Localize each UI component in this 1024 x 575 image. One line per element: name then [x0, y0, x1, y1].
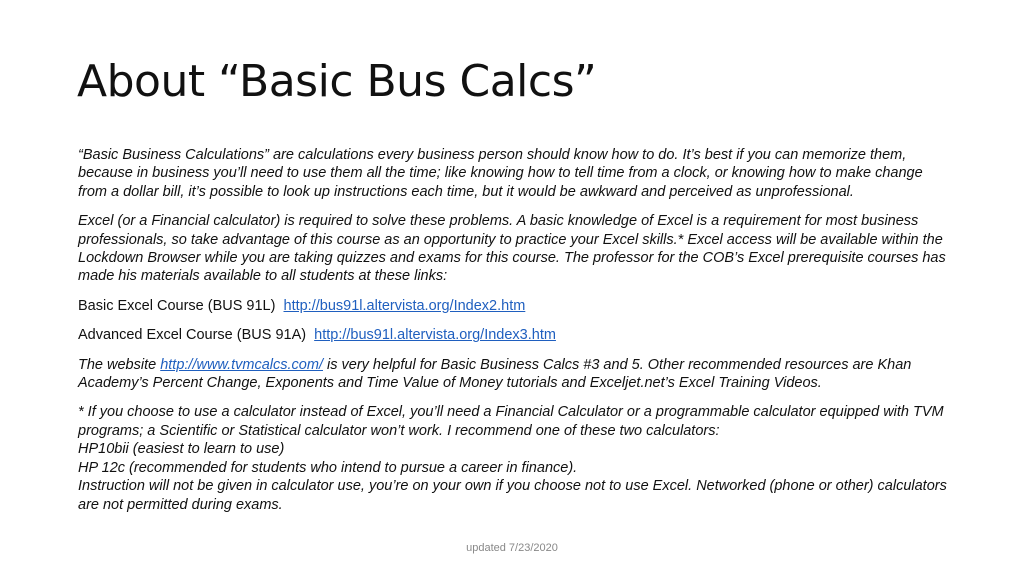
slide-body — [78, 146, 948, 525]
advanced-course-link[interactable]: http://bus91l.altervista.org/Index3.htm — [314, 327, 556, 344]
website-prefix: The website — [78, 356, 157, 373]
footnote-line-3: HP 12c (recommended for students who intend to pursue a career in finance). — [78, 459, 578, 476]
slide-title: About “Basic Bus Calcs” — [77, 56, 597, 107]
calculator-footnote — [78, 403, 948, 513]
advanced-course-line — [78, 326, 948, 344]
footnote-line-2: HP10bii (easiest to learn to use) — [78, 441, 285, 458]
footnote-line-4: Instruction will not be given in calculator use, you’re on your own if you choose not to use Excel. Networked (phone or other) calculators are not permitted during exams. — [78, 478, 947, 513]
advanced-course-label: Advanced Excel Course (BUS 91A) — [78, 327, 307, 344]
excel-requirement-paragraph: Excel (or a Financial calculator) is required to solve these problems. A basic knowledge of Excel is a requirement for most business professionals, so take advantage of this course as an opportunity to practice your Excel skills.* Excel access will be available within the Lockdown Browser while you are taking quizzes and exams for this course. The professor for the COB’s Excel prerequisite courses has made his materials available to all students at these links: — [78, 213, 946, 285]
basic-course-line — [78, 297, 948, 315]
basic-course-link[interactable]: http://bus91l.altervista.org/Index2.htm — [283, 297, 526, 314]
tvmcalcs-link[interactable]: http://www.tvmcalcs.com/ — [160, 356, 323, 373]
footnote-line-1: * If you choose to use a calculator instead of Excel, you’ll need a Financial Calculator or a programmable calculator equipped with TVM programs; a Scientific or Statistical calculator won’t work. I recommend one of these two calculators: — [78, 404, 944, 439]
intro-paragraph: “Basic Business Calculations” are calculations every business person should know how to do. It’s best if you can memorize them, because in business you’ll need to use them all the time; like knowing how to tell time from a clock, or knowing how to make change from a dollar bill, it’s possible to look up instructions each time, but it would be awkward and perceived as unprofessional. — [78, 147, 923, 200]
basic-course-label: Basic Excel Course (BUS 91L) — [78, 297, 276, 314]
website-suffix: is very helpful for Basic Business Calcs #3 and 5. Other recommended resources are Khan Academy’s Percent Change, Exponents and Time Value of Money tutorials and Exceljet.net’s Excel Training Videos. — [78, 356, 912, 392]
updated-footer: updated 7/23/2020 — [466, 542, 558, 554]
website-paragraph — [78, 356, 948, 393]
